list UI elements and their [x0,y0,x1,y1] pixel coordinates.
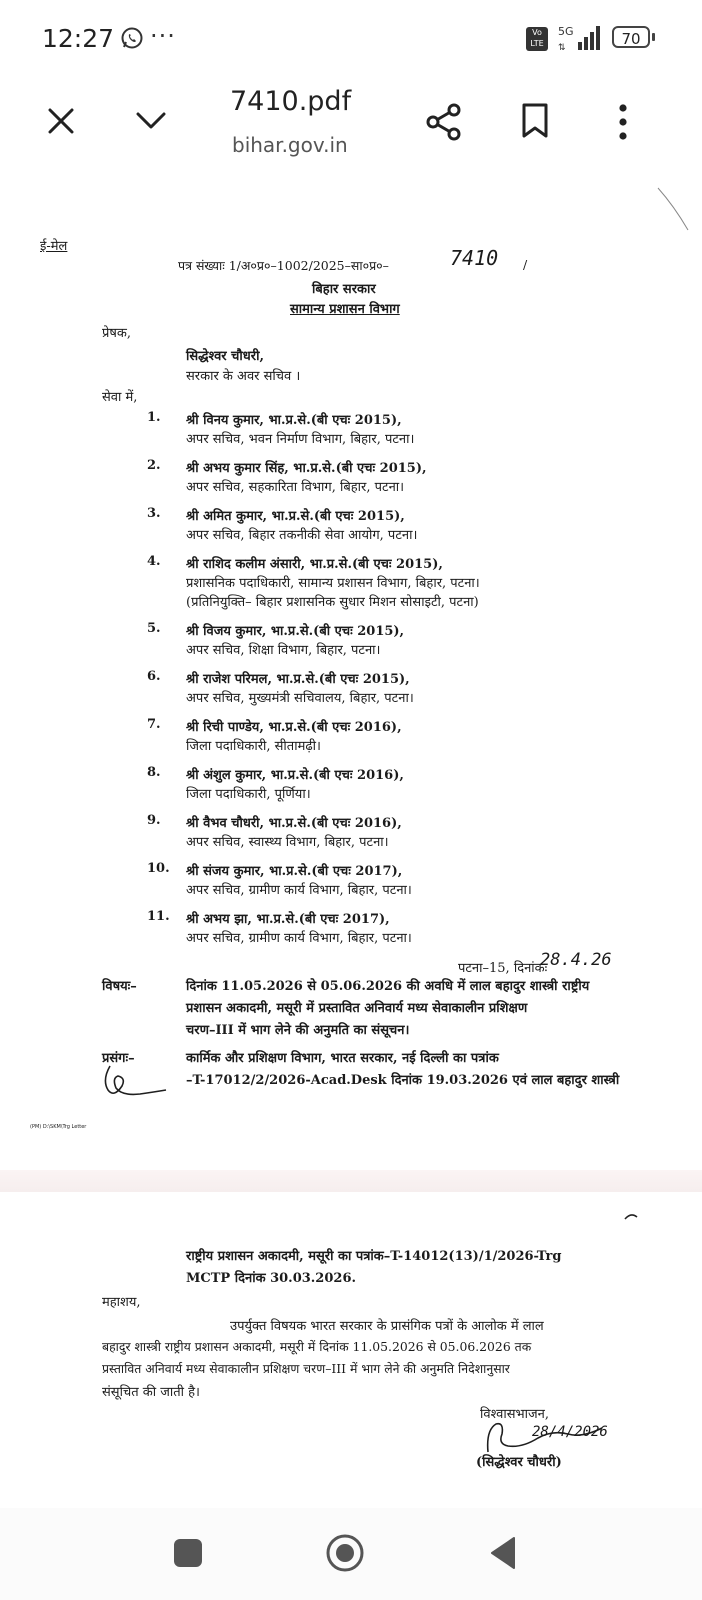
recipient-name: श्री अभय झा, भा.प्र.से.(बी एचः 2017), [186,912,390,927]
recipient-designation: अपर सचिव, सहकारिता विभाग, बिहार, पटना। [186,480,405,495]
email-tag: ई-मेल [40,239,68,254]
recent-apps-icon[interactable] [172,1537,204,1569]
signal-icon [556,24,606,52]
recipient-number: 9. [147,813,161,828]
place-date: पटना–15, दिनांकः [458,961,548,976]
whatsapp-icon [120,26,144,50]
recipient-name: श्री अंशुल कुमार, भा.प्र.से.(बी एचः 2016), [186,768,404,783]
subject-line: चरण–III में भाग लेने की अनुमति का संसूचन। [186,1023,410,1038]
recipient-name: श्री विजय कुमार, भा.प्र.से.(बी एचः 2015), [186,624,405,639]
reference-line: राष्ट्रीय प्रशासन अकादमी, मसूरी का पत्रांक–T-14012(13)/1/2026-Trg [186,1249,562,1264]
status-time: 12:27 [42,24,115,53]
recipient-name: श्री राशिद कलीम अंसारी, भा.प्र.से.(बी एचः 2015), [186,557,443,572]
battery-cap [652,33,655,41]
recipient-name: श्री विनय कुमार, भा.प्र.से.(बी एचः 2015), [186,413,402,428]
subject-label: विषयः– [102,979,137,994]
recipient-designation: अपर सचिव, भवन निर्माण विभाग, बिहार, पटना। [186,432,415,447]
share-icon[interactable] [425,102,463,142]
recipient-designation: अपर सचिव, बिहार तकनीकी सेवा आयोग, पटना। [186,528,418,543]
home-icon[interactable] [324,1532,366,1574]
govt-heading: बिहार सरकार [312,282,376,297]
recipient-number: 5. [147,621,161,636]
page-corner-mark [654,186,694,236]
recipient-number: 1. [147,410,161,425]
signal-label: 5G [558,25,574,38]
from-label: प्रेषक, [102,326,132,341]
letter-ref-tail: / [523,257,528,272]
signature-date: 28/4/2026 [532,1424,608,1440]
recipient-name: श्री रिची पाण्डेय, भा.प्र.से.(बी एचः 2016), [186,720,402,735]
system-nav-bar [0,1508,702,1600]
recipient-designation: अपर सचिव, ग्रामीण कार्य विभाग, बिहार, पटना। [186,931,412,946]
more-options-icon[interactable] [616,102,630,142]
chevron-down-icon[interactable] [134,110,168,132]
signatory-name: (सिद्धेश्वर चौधरी) [476,1455,562,1470]
subject-line: प्रशासन अकादमी, मसूरी में प्रस्तावित अनिवार्य मध्य सेवाकालीन प्रशिक्षण [186,1001,528,1016]
body-line: संसूचित की जाती है। [102,1385,200,1400]
recipient-designation: अपर सचिव, शिक्षा विभाग, बिहार, पटना। [186,643,381,658]
body-line: बहादुर शास्त्री राष्ट्रीय प्रशासन अकादमी, मसूरी में दिनांक 11.05.2026 से 05.06.2026 तक [102,1339,532,1354]
document-source: bihar.gov.in [232,133,348,157]
recipient-name: श्री अमित कुमार, भा.प्र.से.(बी एचः 2015), [186,509,405,524]
recipient-number: 7. [147,717,161,732]
pdf-page-1[interactable] [0,180,702,1170]
initials-signature [100,1060,170,1102]
body-line: उपर्युक्त विषयक भारत सरकार के प्रासंगिक पत्रों के आलोक में लाल [230,1319,544,1334]
page-separator [0,1170,702,1192]
date-handwritten: 28.4.26 [540,950,612,970]
recipient-designation: प्रशासनिक पदाधिकारी, सामान्य प्रशासन विभाग, बिहार, पटना। [186,576,480,591]
recipient-designation: जिला पदाधिकारी, सीतामढ़ी। [186,739,321,754]
recipient-name: श्री अभय कुमार सिंह, भा.प्र.से.(बी एचः 2015), [186,461,427,476]
recipient-number: 11. [147,909,170,924]
battery-indicator: 70 [612,26,650,48]
to-label: सेवा में, [102,390,138,405]
recipient-number: 10. [147,861,170,876]
reference-line: MCTP दिनांक 30.03.2026. [186,1271,357,1286]
dept-heading: सामान्य प्रशासन विभाग [290,302,400,317]
volte-icon: Vo LTE [526,27,548,51]
bookmark-icon[interactable] [520,102,550,140]
recipient-number: 4. [147,554,161,569]
status-overflow: ··· [150,22,176,50]
status-bar [0,0,702,80]
recipient-number: 6. [147,669,161,684]
close-icon[interactable] [46,106,76,136]
reference-label: प्रसंगः– [102,1051,135,1066]
letter-ref-number: पत्र संख्याः 1/अ०प्र०–1002/2025–सा०प्र०– [178,258,389,273]
footer-path: (PM) D:\SKM\Trg Letter [30,1124,87,1130]
closing: विश्वासभाजन, [480,1407,550,1422]
svg-text:⇅: ⇅ [558,43,566,52]
recipient-designation: अपर सचिव, स्वास्थ्य विभाग, बिहार, पटना। [186,835,389,850]
recipient-number: 3. [147,506,161,521]
back-icon[interactable] [488,1535,518,1571]
sender-name: सिद्धेश्वर चौधरी, [186,349,264,364]
document-title: 7410.pdf [230,86,352,117]
recipient-number: 2. [147,458,161,473]
letter-ref-handwritten: 7410 [450,246,499,270]
reference-line: कार्मिक और प्रशिक्षण विभाग, भारत सरकार, नई दिल्ली का पत्रांक [186,1051,499,1066]
recipient-name: श्री वैभव चौधरी, भा.प्र.से.(बी एचः 2016), [186,816,402,831]
salutation: महाशय, [102,1295,141,1310]
sender-title: सरकार के अवर सचिव । [186,369,301,384]
subject-line: दिनांक 11.05.2026 से 05.06.2026 की अवधि में लाल बहादुर शास्त्री राष्ट्रीय [186,979,590,994]
reference-line: –T-17012/2/2026-Acad.Desk दिनांक 19.03.2026 एवं लाल बहादुर शास्त्री [186,1073,620,1088]
recipient-deputation: (प्रतिनियुक्ति– बिहार प्रशासनिक सुधार मिशन सोसाइटी, पटना) [186,595,479,610]
recipient-designation: जिला पदाधिकारी, पूर्णिया। [186,787,311,802]
recipient-designation: अपर सचिव, मुख्यमंत्री सचिवालय, बिहार, पटना। [186,691,414,706]
recipient-name: श्री राजेश परिमल, भा.प्र.से.(बी एचः 2015), [186,672,410,687]
page-corner-mark [624,1212,638,1220]
pdf-page-2[interactable] [0,1192,702,1492]
recipient-designation: अपर सचिव, ग्रामीण कार्य विभाग, बिहार, पटना। [186,883,412,898]
body-line: प्रस्तावित अनिवार्य मध्य सेवाकालीन प्रशिक्षण चरण–III में भाग लेने की अनुमति निदेशानुसार [102,1361,510,1376]
recipient-number: 8. [147,765,161,780]
recipient-name: श्री संजय कुमार, भा.प्र.से.(बी एचः 2017), [186,864,403,879]
